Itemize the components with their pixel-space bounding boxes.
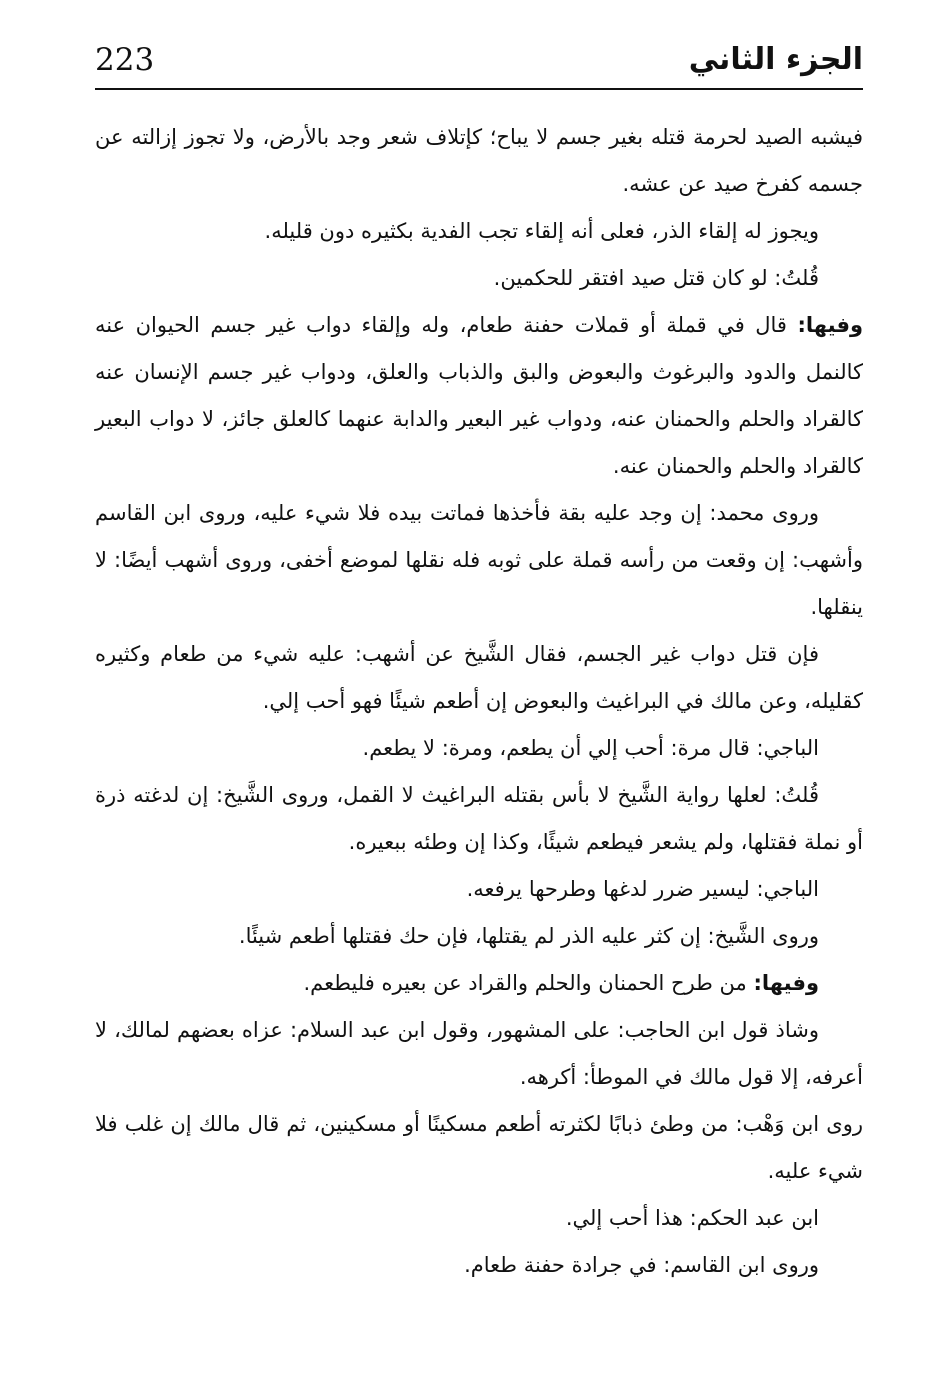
- paragraph-lead: وفيها:: [797, 313, 863, 337]
- paragraph-2: [95, 208, 863, 255]
- paragraph-9: [95, 866, 863, 913]
- paragraph-text: فإن قتل دواب غير الجسم، فقال الشَّيخ عن أشهب: عليه شيء من طعام وكثيره كقليله، وعن مالك في البراغيث والبعوض إن أطعم شيئًا فهو أحب إلي.: [95, 642, 863, 713]
- paragraph-text: قُلتُ: لعلها رواية الشَّيخ لا بأس بقتله البراغيث لا القمل، وروى الشَّيخ: إن لدغته ذرة أو نملة فقتلها، ولم يشعر فيطعم شيئًا، وكذا إن وطئه ببعيره.: [95, 783, 863, 854]
- paragraph-text: الباجي: ليسير ضرر لدغها وطرحها يرفعه.: [466, 877, 819, 901]
- paragraph-text: وشاذ قول ابن الحاجب: على المشهور، وقول ابن عبد السلام: عزاه بعضهم لمالك، لا أعرفه، إلا قول مالك في الموطأ: أكرهه.: [95, 1018, 863, 1089]
- paragraph-text: وروى الشَّيخ: إن كثر عليه الذر لم يقتلها، فإن حك فقتلها أطعم شيئًا.: [238, 924, 819, 948]
- paragraph-lead: وفيها:: [753, 971, 819, 995]
- paragraph-4: [95, 302, 863, 490]
- paragraph-text: الباجي: قال مرة: أحب إلي أن يطعم، ومرة: لا يطعم.: [362, 736, 819, 760]
- paragraph-6: [95, 631, 863, 725]
- paragraph-text: من طرح الحمنان والحلم والقراد عن بعيره فليطعم.: [303, 971, 754, 995]
- paragraph-12: [95, 1007, 863, 1101]
- running-title: الجزء الثاني: [688, 42, 863, 77]
- paragraph-3: [95, 255, 863, 302]
- paragraph-11: [95, 960, 863, 1007]
- paragraph-text: وروى محمد: إن وجد عليه بقة فأخذها فماتت بيده فلا شيء عليه، وروى ابن القاسم وأشهب: إن وقعت من رأسه قملة على ثوبه فله نقلها لموضع أخفى، وروى أشهب أيضًا: لا ينقلها.: [95, 501, 863, 619]
- paragraph-1: [95, 114, 863, 208]
- paragraph-text: ويجوز له إلقاء الذر، فعلى أنه إلقاء تجب الفدية بكثيره دون قليله.: [264, 219, 819, 243]
- paragraph-text: فيشبه الصيد لحرمة قتله بغير جسم لا يباح؛ كإتلاف شعر وجد بالأرض، ولا تجوز إزالته عن جسمه كفرخ صيد عن عشه.: [95, 125, 863, 196]
- paragraph-text: روى ابن وَهْب: من وطئ ذبابًا لكثرته أطعم مسكينًا أو مسكينين، ثم قال مالك إن غلب فلا شيء عليه.: [95, 1112, 863, 1183]
- paragraph-15: [95, 1242, 863, 1289]
- paragraph-8: [95, 772, 863, 866]
- page-header: [95, 40, 863, 84]
- paragraph-13: [95, 1101, 863, 1195]
- paragraph-14: [95, 1195, 863, 1242]
- paragraph-text: ابن عبد الحكم: هذا أحب إلي.: [565, 1206, 819, 1230]
- paragraph-7: [95, 725, 863, 772]
- page-number: 223: [95, 42, 155, 78]
- paragraph-5: [95, 490, 863, 631]
- body-text: [95, 114, 863, 1289]
- paragraph-text: قُلتُ: لو كان قتل صيد افتقر للحكمين.: [493, 266, 819, 290]
- header-divider: [95, 88, 863, 90]
- paragraph-text: وروى ابن القاسم: في جرادة حفنة طعام.: [464, 1253, 819, 1277]
- paragraph-text: قال في قملة أو قملات حفنة طعام، وله وإلقاء دواب غير جسم الحيوان عنه كالنمل والدود والبرغوث والبعوض والبق والذباب والعلق، ودواب غير جسم الإنسان عنه كالقراد والحلم والحمنان عنه، ودواب غير البعير والدابة عنهما كالعلق جائز، لا دواب البعير كالقراد والحلم والحمنان عنه.: [95, 313, 863, 478]
- paragraph-10: [95, 913, 863, 960]
